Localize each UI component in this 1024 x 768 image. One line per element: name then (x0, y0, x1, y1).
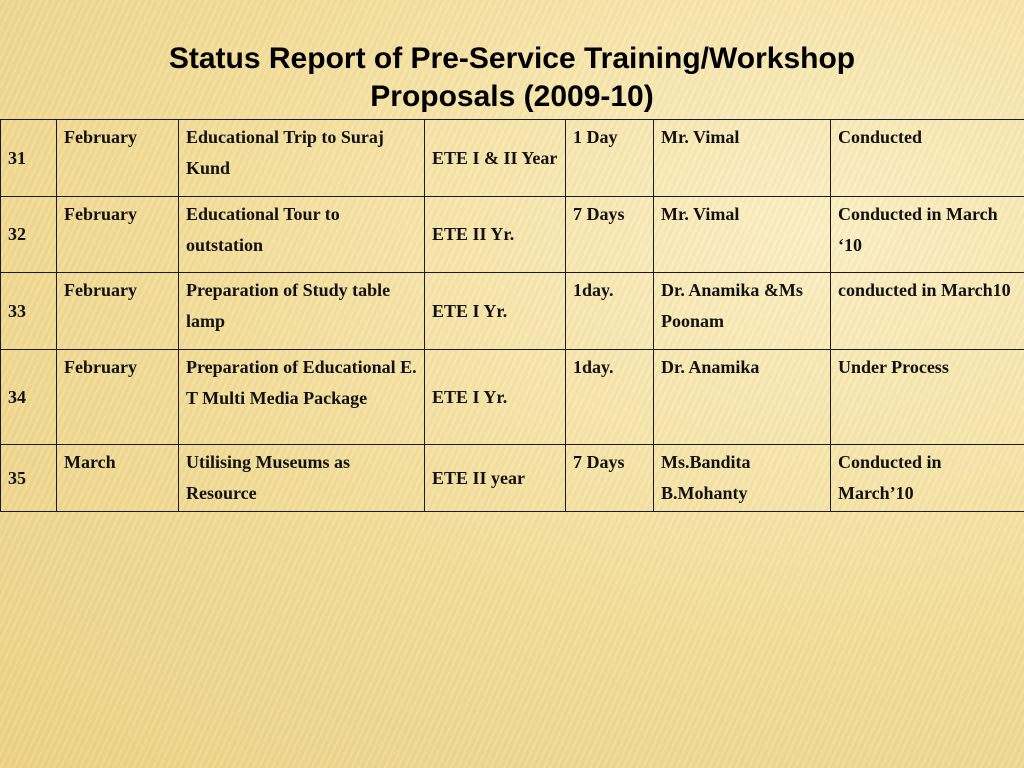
coordinator-cell: Mr. Vimal (654, 120, 831, 197)
status-cell: Under Process (831, 350, 1024, 445)
status-cell: Conducted (831, 120, 1024, 197)
target-group-cell: ETE II year (425, 445, 566, 512)
month-cell: February (57, 120, 179, 197)
serial-number-cell: 32 (1, 197, 57, 273)
slide-title-line-1: Status Report of Pre-Service Training/Workshop (168, 42, 856, 75)
activity-cell: Utilising Museums as Resource (179, 445, 425, 512)
table-row (1, 445, 1024, 512)
status-report-table (0, 119, 1024, 512)
duration-cell: 7 Days (566, 197, 654, 273)
serial-number-cell: 33 (1, 273, 57, 350)
coordinator-cell: Dr. Anamika (654, 350, 831, 445)
status-cell: conducted in March10 (831, 273, 1024, 350)
duration-cell: 1 Day (566, 120, 654, 197)
activity-cell: Preparation of Educational E. T Multi Media Package (179, 350, 425, 445)
coordinator-cell: Ms.Bandita B.Mohanty (654, 445, 831, 512)
activity-cell: Educational Trip to Suraj Kund (179, 120, 425, 197)
month-cell: February (57, 197, 179, 273)
coordinator-cell: Mr. Vimal (654, 197, 831, 273)
slide-title (0, 40, 1024, 116)
target-group-cell: ETE I & II Year (425, 120, 566, 197)
table-row (1, 273, 1024, 350)
month-cell: February (57, 350, 179, 445)
duration-cell: 1day. (566, 350, 654, 445)
status-cell: Conducted in March ‘10 (831, 197, 1024, 273)
activity-cell: Preparation of Study table lamp (179, 273, 425, 350)
serial-number-cell: 35 (1, 445, 57, 512)
table-row (1, 120, 1024, 197)
activity-cell: Educational Tour to outstation (179, 197, 425, 273)
table-row (1, 197, 1024, 273)
month-cell: March (57, 445, 179, 512)
duration-cell: 1day. (566, 273, 654, 350)
month-cell: February (57, 273, 179, 350)
serial-number-cell: 34 (1, 350, 57, 445)
duration-cell: 7 Days (566, 445, 654, 512)
table-row (1, 350, 1024, 445)
serial-number-cell: 31 (1, 120, 57, 197)
status-cell: Conducted in March’10 (831, 445, 1024, 512)
coordinator-cell: Dr. Anamika &Ms Poonam (654, 273, 831, 350)
target-group-cell: ETE I Yr. (425, 350, 566, 445)
slide-title-line-2: Proposals (2009-10) (370, 80, 654, 113)
target-group-cell: ETE II Yr. (425, 197, 566, 273)
target-group-cell: ETE I Yr. (425, 273, 566, 350)
